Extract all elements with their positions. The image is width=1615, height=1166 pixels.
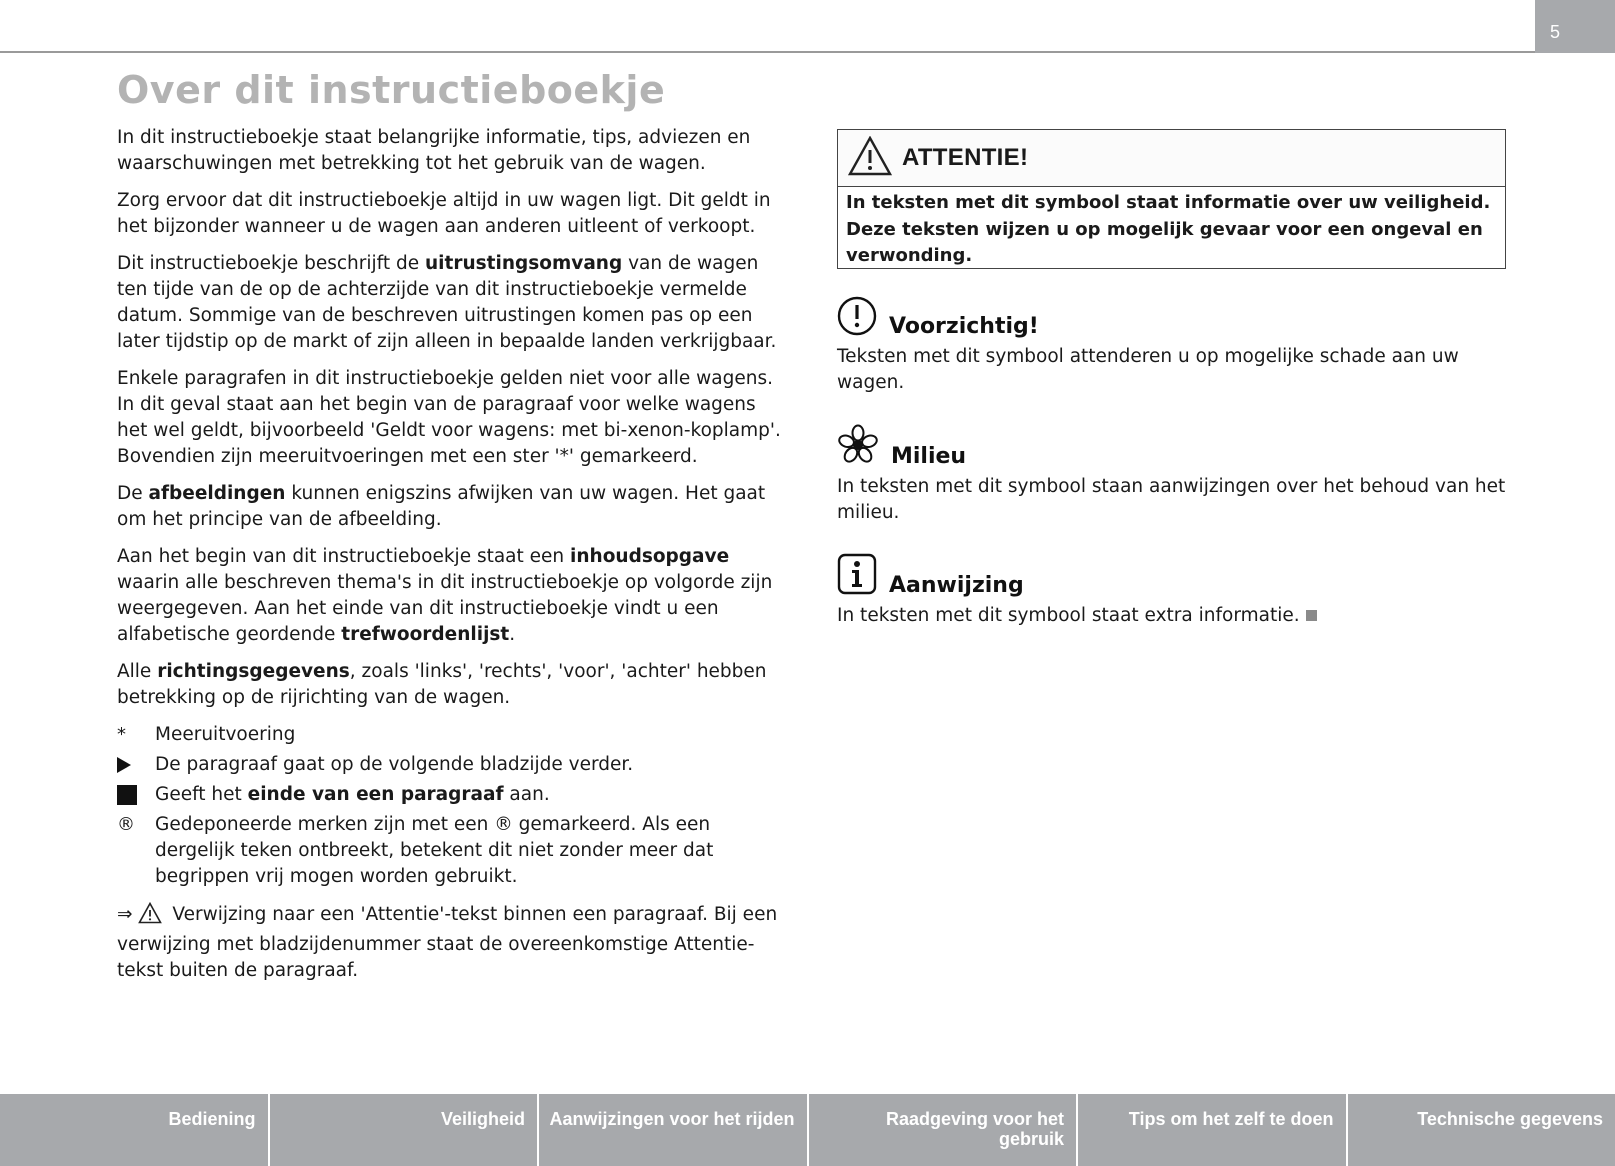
chapter-nav — [0, 1094, 1615, 1166]
warning-triangle-icon — [848, 136, 892, 180]
square-icon — [117, 782, 155, 808]
text-run: Aan het begin van dit instructieboekje staat een — [117, 546, 571, 567]
caution-text: Teksten met dit symbool attenderen u op mogelijke schade aan uw wagen. — [837, 346, 1459, 393]
page-title: Over dit instructieboekje — [117, 68, 666, 112]
text-run: , zoals 'links', 'rechts', 'voor', 'achter' hebben betrekking op de rijrichting van de wagen. — [117, 661, 767, 708]
equipment-paragraph — [117, 251, 782, 355]
directions-paragraph — [117, 659, 782, 711]
paragraphs-validity-paragraph: Enkele paragrafen in dit instructieboekje gelden niet voor alle wagens. In dit geval staat aan het begin van de paragraaf voor welke wagens het wel geldt, bijvoorbeeld 'Geldt voor wagens: met bi-xenon-koplamp'. Bovendien zijn meeruitvoeringen met een ster '*' gemarkeerd. — [117, 368, 781, 467]
legend-item-registered — [117, 812, 782, 890]
exclamation-circle-icon — [837, 296, 877, 340]
nav-tab-technische-gegevens[interactable]: Technische gegevens — [1417, 1109, 1603, 1129]
nav-tab-bediening[interactable]: Bediening — [0, 1094, 270, 1166]
bold-term: uitrustingsomvang — [425, 253, 623, 274]
attention-text: In teksten met dit symbool staat informatie over uw veiligheid. Deze teksten wijzen u op mogelijk gevaar voor een ongeval en verwonding. — [846, 192, 1491, 266]
text-run: Geeft het — [155, 784, 248, 805]
intro-paragraph: In dit instructieboekje staat belangrijke informatie, tips, adviezen en waarschuwingen met betrekking tot het gebruik van de wagen. — [117, 127, 751, 174]
text-run: waarin alle beschreven thema's in dit instructieboekje op volgorde zijn weergegeven. Aan het einde van dit instructieboekje vindt u een alfabetische geordende — [117, 572, 773, 645]
hint-header — [837, 555, 1506, 599]
text-run: van de wagen ten tijde van de op de achterzijde van dit instructieboekje vermelde datum. Sommige van de beschreven uitrustingen komen pas op een later tijdstip op de markt of zijn alleen in bepaalde landen verkrijgbaar. — [117, 253, 777, 352]
environment-header — [837, 426, 1506, 470]
attention-header — [838, 130, 1505, 187]
legend-item-end — [117, 782, 782, 808]
nav-tab-raadgeving[interactable]: Raadgeving voor het gebruik — [809, 1094, 1079, 1166]
text-run: kunnen enigszins afwijken van uw wagen. Het gaat om het principe van de afbeelding. — [117, 483, 766, 530]
text-run: Alle — [117, 661, 158, 682]
legend-item-star — [117, 722, 782, 748]
text-run: Dit instructieboekje beschrijft de — [117, 253, 425, 274]
star-icon: * — [117, 724, 126, 745]
caution-header — [837, 296, 1506, 340]
end-of-section-icon — [1306, 610, 1317, 621]
environment-label: Milieu — [891, 444, 967, 469]
nav-tab-tips[interactable]: Tips om het zelf te doen — [1078, 1094, 1348, 1166]
bold-term: richtingsgegevens — [157, 661, 350, 682]
hint-text-block — [837, 603, 1506, 629]
hint-label: Aanwijzing — [889, 573, 1024, 598]
attention-box — [837, 129, 1506, 269]
registered-icon: ® — [117, 814, 135, 835]
left-column — [117, 125, 782, 995]
keep-in-car-paragraph: Zorg ervoor dat dit instructieboekje altijd in uw wagen ligt. Dit geldt in het bijzonder wanneer u de wagen aan anderen uitleent of verkoopt. — [117, 190, 771, 237]
nav-tab-aanwijzingen[interactable]: Aanwijzingen voor het rijden — [539, 1094, 809, 1166]
hint-text: In teksten met dit symbool staat extra informatie. — [837, 605, 1300, 626]
legend-item-continue — [117, 752, 782, 778]
legend-text: Meeruitvoering — [155, 724, 296, 745]
legend-text: De paragraaf gaat op de volgende bladzijde verder. — [155, 754, 634, 775]
page-number: 5 — [1535, 0, 1615, 53]
bold-term: trefwoordenlijst — [341, 624, 510, 645]
legend-text: Gedeponeerde merken zijn met een ® gemarkeerd. Als een dergelijk teken ontbreekt, betekent dit niet zonder meer dat begrippen vrij mogen worden gebruikt. — [155, 814, 714, 887]
warning-triangle-icon — [138, 902, 162, 932]
text-run: . — [509, 624, 516, 645]
reference-paragraph — [117, 902, 782, 984]
bold-term: afbeeldingen — [148, 483, 286, 504]
environment-note — [837, 426, 1506, 526]
info-icon — [837, 553, 877, 599]
caution-label: Voorzichtig! — [889, 314, 1039, 339]
arrow-right-icon — [117, 752, 155, 778]
text-run: aan. — [503, 784, 550, 805]
legend-text — [155, 782, 782, 808]
double-arrow-icon: ⇒ — [117, 904, 133, 925]
contents-paragraph — [117, 544, 782, 648]
images-paragraph — [117, 481, 782, 533]
nav-tab-veiligheid[interactable]: Veiligheid — [270, 1094, 540, 1166]
attention-label: ATTENTIE! — [902, 144, 1029, 171]
bold-term: inhoudsopgave — [570, 546, 730, 567]
symbol-legend — [117, 722, 782, 890]
reference-text: Verwijzing naar een 'Attentie'-tekst binnen een paragraaf. Bij een verwijzing met bladzijdenummer staat de overeenkomstige Attentie-tekst buiten de paragraaf. — [117, 904, 778, 981]
bold-term: einde van een paragraaf — [247, 784, 504, 805]
caution-note — [837, 296, 1506, 396]
top-rule — [0, 51, 1535, 53]
text-run: De — [117, 483, 149, 504]
hint-note — [837, 555, 1506, 629]
environment-text: In teksten met dit symbool staan aanwijzingen over het behoud van het milieu. — [837, 476, 1506, 523]
flower-icon — [837, 424, 879, 470]
